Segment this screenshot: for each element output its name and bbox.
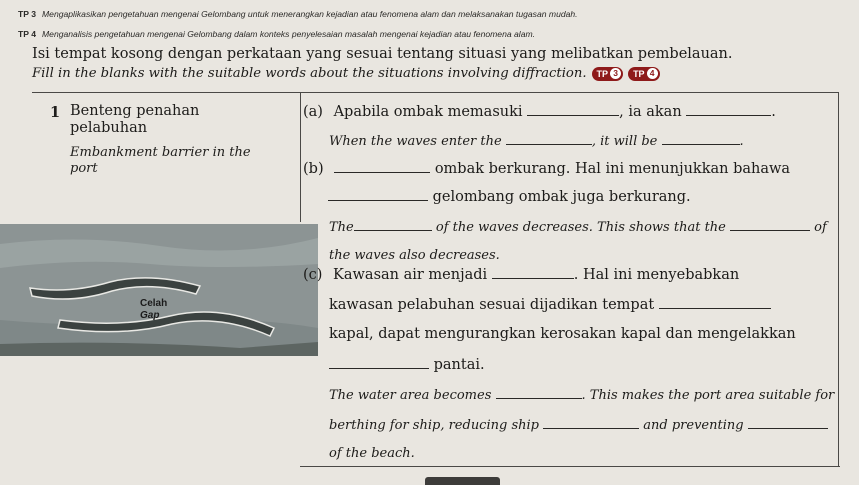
tp-badge-3: TP 3: [592, 67, 624, 81]
table-bottom-border: [300, 466, 840, 467]
figure-label-english: Gap: [140, 310, 160, 321]
tp3-descriptor: [18, 9, 578, 19]
instruction-english-text: Fill in the blanks with the suitable words about the situations involving diffraction.: [32, 66, 587, 81]
tp4-descriptor: [18, 29, 535, 39]
blank-c1[interactable]: [492, 266, 574, 279]
part-b-malay-2: gelombang ombak juga berkurang.: [328, 188, 691, 205]
blank-a2-en[interactable]: [662, 132, 740, 145]
blank-b1-en[interactable]: [354, 218, 432, 231]
blank-a1-en[interactable]: [506, 132, 592, 145]
blank-b1[interactable]: [334, 160, 430, 173]
question-title-english-line1: Embankment barrier in the: [70, 145, 251, 160]
instruction-malay: Isi tempat kosong dengan perkataan yang sesuai tentang situasi yang melibatkan pembelauan.: [32, 46, 733, 62]
part-c-english-3: of the beach.: [329, 446, 415, 461]
part-a-label: (a): [303, 104, 323, 120]
question-title-malay: [70, 103, 290, 137]
blank-a2[interactable]: [686, 103, 771, 116]
question-number: 1: [50, 104, 61, 121]
part-a-english: When the waves enter the , it will be .: [329, 134, 744, 149]
blank-c2-en[interactable]: [543, 416, 639, 429]
part-b-english-1: The of the waves decreases. This shows that the of: [329, 220, 827, 235]
question-title-english-line2: port: [70, 161, 98, 176]
tp-level-4: 4: [647, 68, 658, 79]
part-a-malay: (a) Apabila ombak memasuki , ia akan .: [303, 104, 776, 120]
table-right-border: [838, 92, 839, 467]
part-c-malay-4: pantai.: [329, 356, 485, 373]
part-c-malay-2: kawasan pelabuhan sesuai dijadikan tempat: [329, 296, 771, 313]
blank-c3[interactable]: [329, 356, 429, 369]
part-b-label: (b): [303, 161, 324, 177]
tp-badge-4: TP 4: [628, 67, 660, 81]
tp4-code: TP 4: [18, 29, 36, 39]
question-title-english: [70, 145, 290, 177]
part-c-english-2: berthing for ship, reducing ship and preventing: [329, 416, 828, 433]
part-b-english-2: the waves also decreases.: [329, 248, 500, 263]
part-c-label: (c): [303, 267, 323, 283]
figure-label-malay: Celah: [140, 298, 168, 309]
harbour-figure: [0, 224, 318, 356]
table-top-border: [32, 92, 838, 93]
blank-c1-en[interactable]: [496, 386, 582, 399]
blank-c3-en[interactable]: [748, 416, 828, 429]
blank-a1[interactable]: [527, 103, 619, 116]
tp4-text: Menganalisis pengetahuan mengenai Gelombang dalam konteks penyelesaian masalah mengenai kejadian atau fenomena alam.: [42, 29, 536, 39]
question-title-malay-line2: pelabuhan: [70, 120, 148, 136]
blank-b2[interactable]: [328, 188, 428, 201]
blank-b2-en[interactable]: [730, 218, 810, 231]
part-c-malay-1: (c) Kawasan air menjadi . Hal ini menyebabkan: [303, 267, 740, 283]
blank-c2[interactable]: [659, 296, 771, 309]
part-c-english-1: The water area becomes . This makes the port area suitable for: [329, 388, 835, 403]
question-title-malay-line1: Benteng penahan: [70, 103, 200, 119]
column-divider: [300, 92, 301, 222]
tp3-code: TP 3: [18, 9, 36, 19]
page-edge-marker: [425, 477, 500, 485]
tp3-text: Mengaplikasikan pengetahuan mengenai Gelombang untuk menerangkan kejadian atau fenomena alam dan melaksanakan tugasan mudah.: [42, 9, 578, 19]
tp-level-3: 3: [610, 68, 621, 79]
part-c-malay-3: kapal, dapat mengurangkan kerosakan kapal dan mengelakkan: [329, 326, 796, 342]
part-b-malay-1: (b) ombak berkurang. Hal ini menunjukkan bahawa: [303, 161, 791, 177]
instruction-english: [32, 66, 660, 81]
